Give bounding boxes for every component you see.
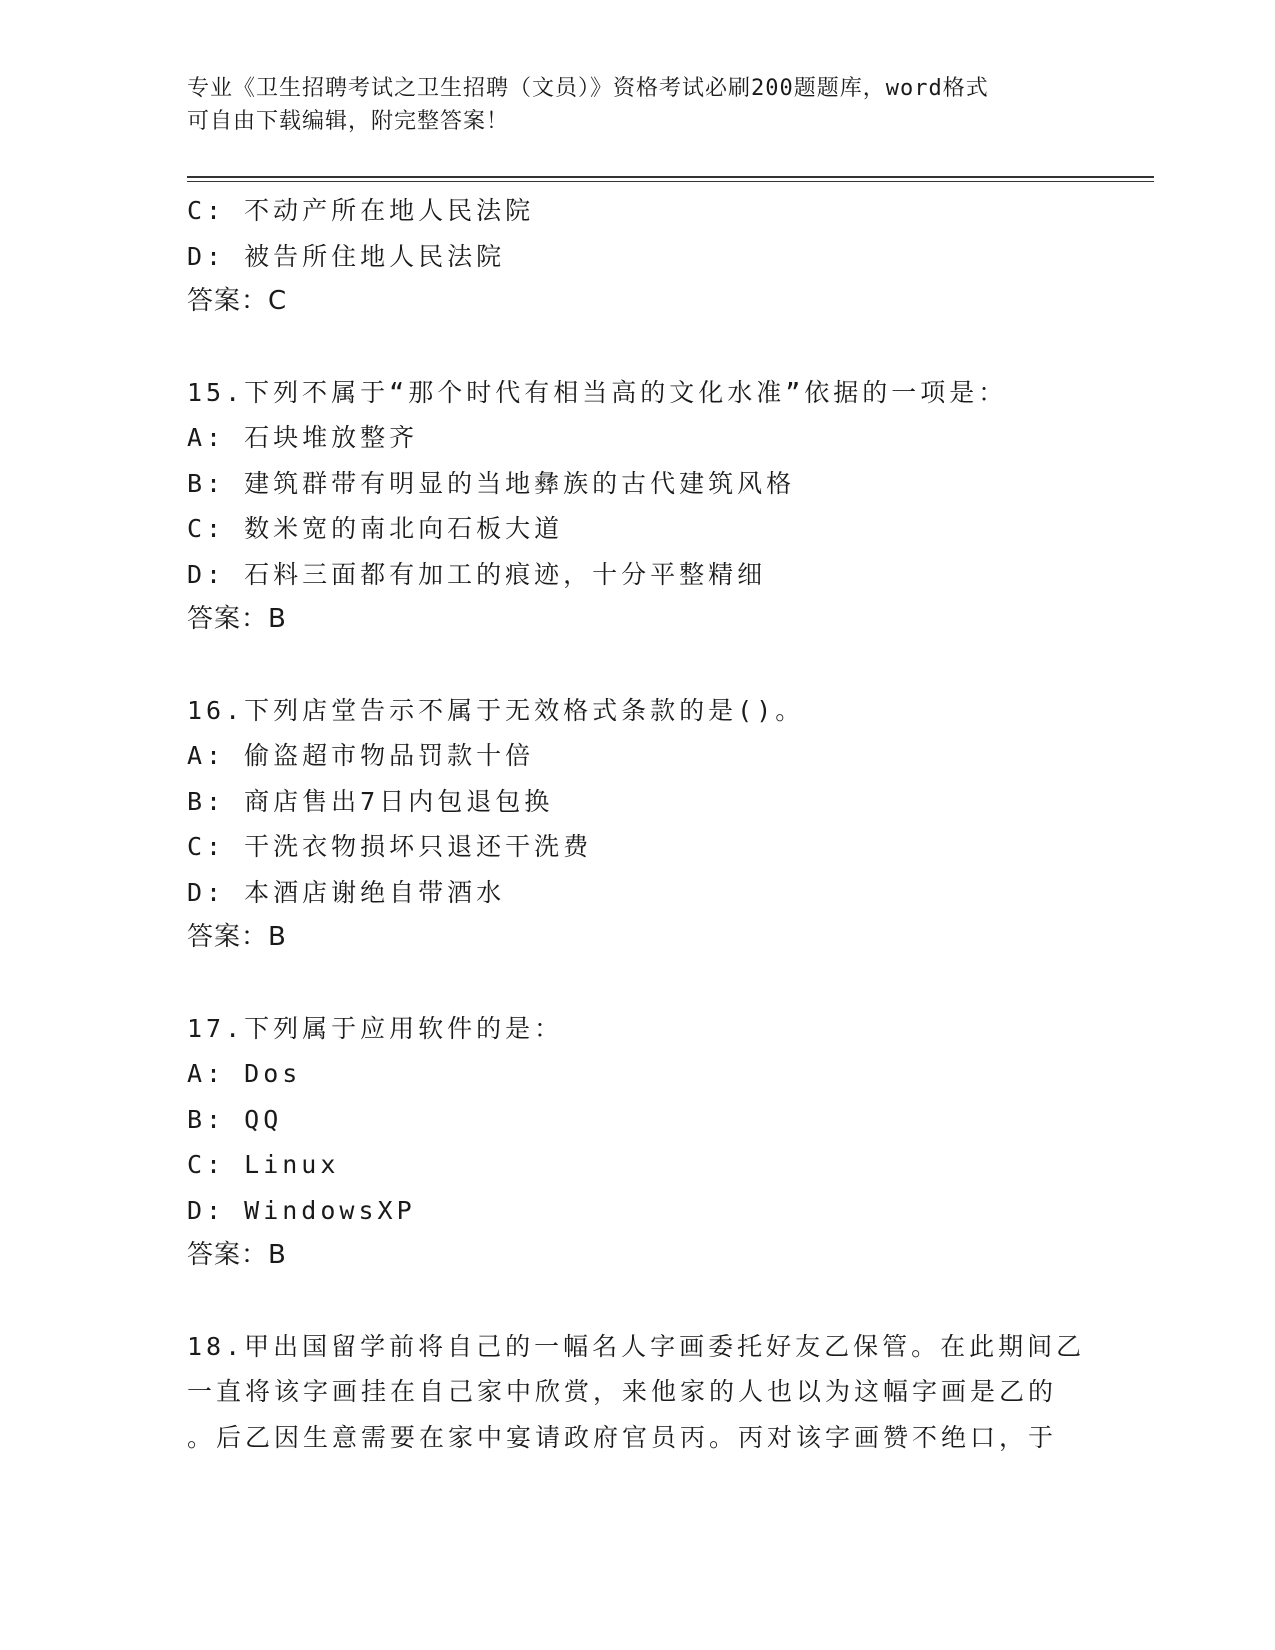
header-rule-thick [187, 176, 1154, 178]
option-d: D: 被告所住地人民法院 [187, 241, 506, 271]
option-c: C: 干洗衣物损坏只退还干洗费 [187, 832, 593, 861]
option-b: B: 建筑群带有明显的当地彝族的古代建筑风格 [187, 468, 796, 498]
option-c: C: 不动产所在地人民法院 [187, 196, 535, 225]
question-text: 16.下列店堂告示不属于无效格式条款的是()。 [187, 695, 805, 725]
option-b: B: QQ [187, 1104, 283, 1134]
question-16 [187, 688, 1087, 961]
option-a: A: 偷盗超市物品罚款十倍 [187, 741, 535, 770]
question-text-line-1: 18.甲出国留学前将自己的一幅名人字画委托好友乙保管。在此期间乙 [187, 1331, 1086, 1361]
answer-line: 答案：B [187, 922, 287, 952]
document-body [187, 188, 1087, 1460]
spacer [187, 325, 1087, 370]
option-c: C: Linux [187, 1150, 340, 1179]
header-line-2: 可自由下载编辑，附完整答案！ [187, 109, 510, 134]
spacer [187, 643, 1087, 688]
question-15 [187, 370, 1087, 643]
question-text: 15.下列不属于“那个时代有相当高的文化水准”依据的一项是： [187, 377, 1008, 407]
question-14-tail [187, 188, 1087, 325]
document-header [187, 72, 1087, 138]
spacer [187, 961, 1087, 1006]
header-line-1: 专业《卫生招聘考试之卫生招聘（文员）》资格考试必刷200题题库，word格式 [187, 76, 989, 101]
question-text-line-2: 一直将该字画挂在自己家中欣赏，来他家的人也以为这幅字画是乙的 [187, 1377, 1058, 1406]
option-d: D: 石料三面都有加工的痕迹，十分平整精细 [187, 559, 767, 589]
spacer [187, 1279, 1087, 1324]
option-a: A: 石块堆放整齐 [187, 423, 419, 452]
answer-line: 答案：B [187, 1240, 287, 1270]
option-a: A: Dos [187, 1059, 302, 1088]
option-b: B: 商店售出7日内包退包换 [187, 786, 554, 816]
option-d: D: WindowsXP [187, 1195, 416, 1225]
question-18 [187, 1324, 1087, 1461]
question-text-line-3: 。后乙因生意需要在家中宴请政府官员丙。丙对该字画赞不绝口，于 [187, 1422, 1058, 1452]
question-text: 17.下列属于应用软件的是： [187, 1013, 564, 1043]
answer-line: 答案：B [187, 604, 287, 634]
option-d: D: 本酒店谢绝自带酒水 [187, 877, 506, 907]
option-c: C: 数米宽的南北向石板大道 [187, 514, 564, 543]
question-17 [187, 1006, 1087, 1279]
header-rule-thin [187, 181, 1154, 182]
answer-line: 答案：C [187, 286, 288, 316]
